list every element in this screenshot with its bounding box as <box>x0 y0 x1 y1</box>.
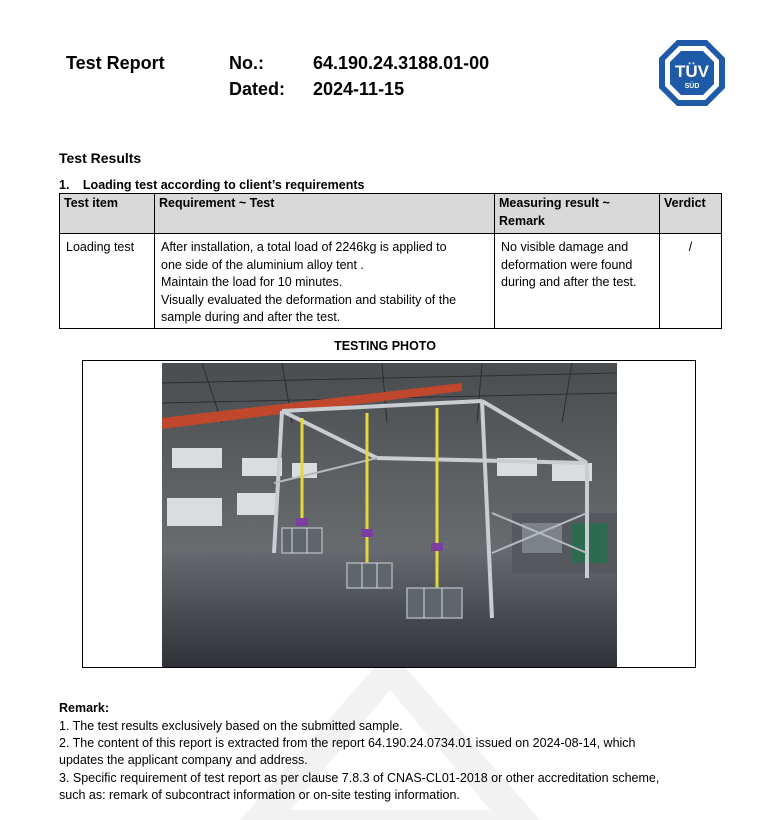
result-line: deformation were found <box>501 257 633 272</box>
requirement-line: After installation, a total load of 2246kg is applied to <box>161 240 447 254</box>
tuv-sud-logo-icon <box>657 38 727 108</box>
cell-measuring-result <box>495 234 660 329</box>
remark-line: 1. The test results exclusively based on the submitted sample. <box>59 719 403 733</box>
test-item-heading <box>59 178 364 192</box>
cell-verdict: / <box>660 234 722 329</box>
requirement-line: one side of the aluminium alloy tent . <box>161 257 364 272</box>
header-measuring-result: Measuring result ~ Remark <box>495 194 660 234</box>
photo-title: TESTING PHOTO <box>334 339 436 353</box>
report-date-value: 2024-11-15 <box>313 79 405 99</box>
remark-line: updates the applicant company and address. <box>59 753 308 767</box>
report-date-label: Dated: <box>229 79 286 99</box>
remark-title: Remark: <box>59 701 110 715</box>
testing-photo <box>162 363 617 667</box>
table-header-row <box>60 194 722 234</box>
result-line: No visible damage and <box>501 240 629 254</box>
cell-requirement <box>155 234 495 329</box>
result-line: during and after the test. <box>501 275 637 289</box>
test-item-title: Loading test according to client’s requirements <box>82 178 365 192</box>
table-row <box>60 234 722 329</box>
report-number-value: 64.190.24.3188.01-00 <box>313 53 490 73</box>
test-item-number: 1. <box>59 178 70 192</box>
logo-text-top: TÜV <box>675 62 709 81</box>
requirement-line: sample during and after the test. <box>161 310 341 324</box>
requirement-line: Maintain the load for 10 minutes. <box>161 275 343 289</box>
remark-line: such as: remark of subcontract information or on-site testing information. <box>59 788 460 802</box>
report-number-label: No.: <box>229 53 264 73</box>
results-table <box>59 193 722 329</box>
remark-line: 3. Specific requirement of test report as per clause 7.8.3 of CNAS-CL01-2018 or other accreditation scheme, <box>59 771 660 785</box>
remark-line: 2. The content of this report is extracted from the report 64.190.24.0734.01 issued on 2024-08-14, which <box>59 736 636 750</box>
requirement-line: Visually evaluated the deformation and stability of the <box>161 292 457 307</box>
report-title: Test Report <box>66 53 165 73</box>
section-title: Test Results <box>59 150 142 166</box>
header-verdict: Verdict <box>660 194 722 234</box>
cell-test-item: Loading test <box>60 234 155 329</box>
header-requirement: Requirement ~ Test <box>155 194 495 234</box>
logo-text-bottom: SÜD <box>684 83 700 90</box>
header-test-item: Test item <box>60 194 155 234</box>
